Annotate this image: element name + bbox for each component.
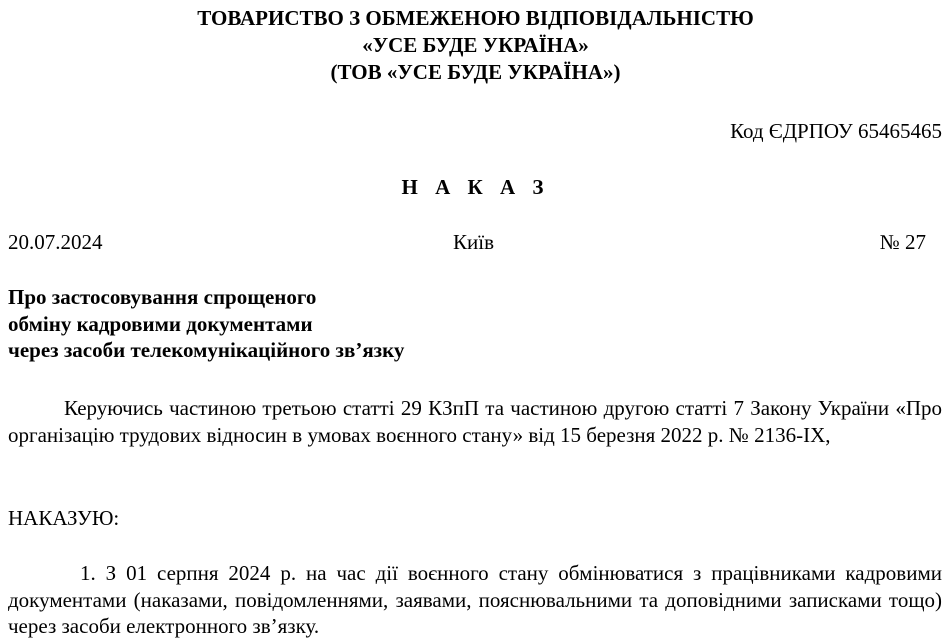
organization-short-name: (ТОВ «УСЕ БУДЕ УКРАЇНА») xyxy=(330,60,621,84)
organization-header xyxy=(0,5,951,86)
subject-line: обміну кадровими документами xyxy=(8,311,313,336)
order-word: НАКАЗУЮ: xyxy=(8,506,120,530)
document-number: № 27 xyxy=(879,230,926,254)
preamble-paragraph: Керуючись частиною третьою статті 29 КЗпП та частиною другою статті 7 Закону України «Про організацію трудових відносин в умовах воєнного стану» від 15 березня 2022 р. № 2136-IX, xyxy=(8,396,942,447)
order-item-1: 1. З 01 серпня 2024 р. на час дії воєнного стану обмінюватися з працівниками кадровими документами (наказами, повідомленнями, заявами, пояснювальними та доповідними записками тощо) через засоби електронного зв’язку. xyxy=(8,561,942,638)
subject-line: Про застосовування спрощеного xyxy=(8,285,317,309)
document-city: Київ xyxy=(453,230,494,254)
subject-line: через засоби телекомунікаційного зв’язку xyxy=(8,338,405,362)
document-type-title: Н А К А З xyxy=(401,175,550,199)
document-meta-row xyxy=(8,229,926,255)
document-subject xyxy=(8,284,608,364)
edrpou-code: Код ЄДРПОУ 65465465 xyxy=(730,119,942,143)
document-date: 20.07.2024 xyxy=(8,230,103,254)
organization-full-name: ТОВАРИСТВО З ОБМЕЖЕНОЮ ВІДПОВІДАЛЬНІСТЮ xyxy=(197,6,754,30)
organization-name: «УСЕ БУДЕ УКРАЇНА» xyxy=(362,33,589,57)
